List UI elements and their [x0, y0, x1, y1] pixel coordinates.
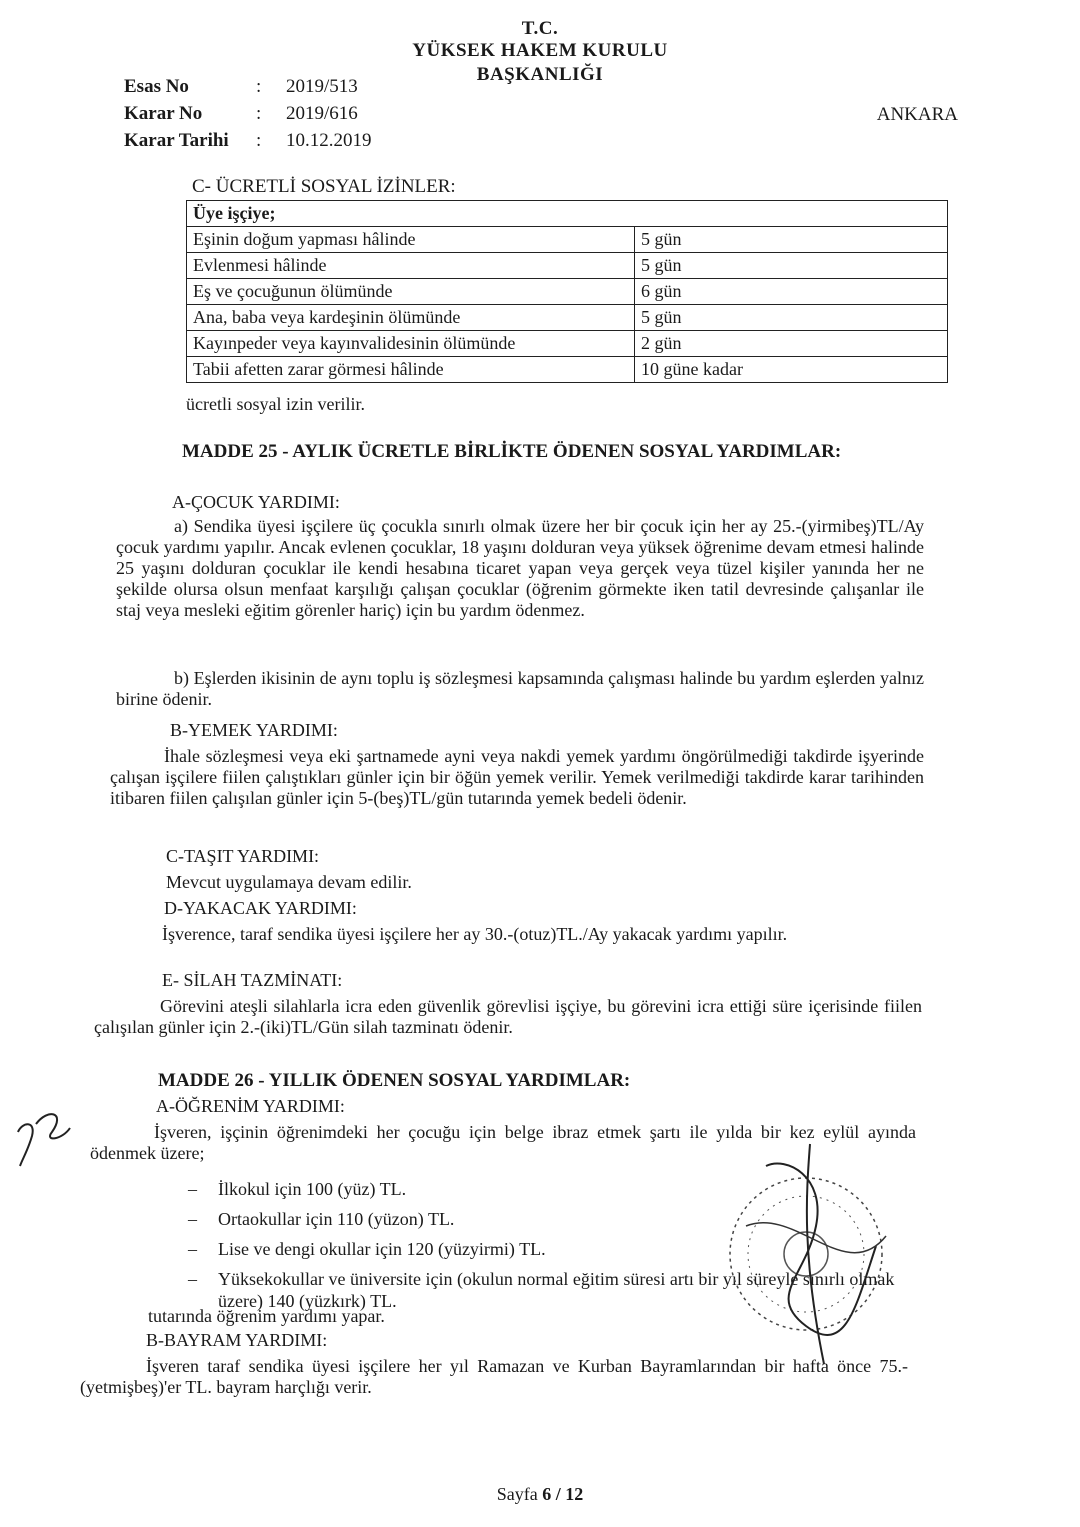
page-current: 6 — [542, 1484, 552, 1504]
leave-value: 10 güne kadar — [635, 357, 948, 383]
city: ANKARA — [876, 104, 958, 125]
meta-label: Karar Tarihi — [124, 130, 229, 151]
meta-value: 2019/616 — [286, 103, 358, 124]
dash: – — [188, 1209, 197, 1229]
leave-label: Tabii afetten zarar görmesi hâlinde — [187, 357, 635, 383]
header-office: BAŞKANLIĞI — [476, 64, 604, 85]
table-row — [187, 201, 948, 227]
table-row — [187, 331, 948, 357]
dash: – — [188, 1269, 197, 1289]
madde-25-title: MADDE 25 - AYLIK ÜCRETLE BİRLİKTE ÖDENEN SOSYAL YARDIMLAR: — [182, 441, 842, 462]
madde-26-title: MADDE 26 - YILLIK ÖDENEN SOSYAL YARDIMLAR: — [158, 1070, 631, 1091]
dash: – — [188, 1179, 197, 1199]
leave-value: 5 gün — [635, 305, 948, 331]
madde-25-b-text: İhale sözleşmesi veya eki şartnamede ayni veya nakdi yemek yardımı öngörülmediği takdirde işyerinde çalışan işçilere fiilen çalıştıkları günler için bir öğün yemek verilir. Yemek verilmediği takdirde karar tarihinden itibaren fiilen çalışılan günler için 5-(beş)TL/gün tutarında yemek bedeli ödenir. — [110, 746, 924, 808]
table-row — [187, 305, 948, 331]
handwritten-initial-icon — [12, 1102, 72, 1168]
header-tc: T.C. — [521, 18, 559, 39]
leave-value: 6 gün — [635, 279, 948, 305]
madde-26-a-end: tutarında öğrenim yardımı yapar. — [148, 1306, 385, 1326]
dash: – — [188, 1239, 197, 1259]
table-row — [187, 227, 948, 253]
meta-label: Karar No — [124, 103, 203, 124]
madde-25-c-title: C-TAŞIT YARDIMI: — [166, 846, 320, 866]
leave-label: Evlenmesi hâlinde — [187, 253, 635, 279]
meta-colon: : — [256, 103, 262, 124]
madde-25-e-title: E- SİLAH TAZMİNATI: — [162, 970, 343, 990]
meta-esas — [124, 76, 358, 98]
madde-25-a-a: a) Sendika üyesi işçilere üç çocukla sınırlı olmak üzere her bir çocuk için her ay 25.-(yirmibeş)TL/Ay çocuk yardımı yapılır. Ancak evlenen çocuklar, 18 yaşını dolduran veya yüksek öğrenime devam etmesi halinde 25 yaşını dolduran çocuklar ile kendi hesabına ticaret yapan veya gerçek veya tüzel kişiler yanında her ne şekilde olursa olsun menfaat karşılığı çalışan çocuklar (öğrenim görmekte iken tatil devresinde çalışanlar ile staj veya mesleki eğitim görenler hariç) için bu yardım ödenmez. — [116, 516, 924, 620]
madde-26-a-title: A-ÖĞRENİM YARDIMI: — [156, 1096, 345, 1116]
meta-label: Esas No — [124, 76, 189, 97]
madde-25-c-text: Mevcut uygulamaya devam edilir. — [166, 872, 412, 892]
table-row — [187, 279, 948, 305]
table-row — [187, 253, 948, 279]
madde-26-b-text: İşveren taraf sendika üyesi işçilere her yıl Ramazan ve Kurban Bayramlarından bir hafta önce 75.-(yetmişbeş)'er TL. bayram harçlığı verir. — [80, 1356, 908, 1397]
madde-25-d-text: İşverence, taraf sendika üyesi işçilere her ay 30.-(otuz)TL./Ay yakacak yardımı yapılır. — [162, 924, 788, 944]
madde-25-d-title: D-YAKACAK YARDIMI: — [164, 898, 357, 918]
madde-25-a-b: b) Eşlerden ikisinin de aynı toplu iş sözleşmesi kapsamında çalışması halinde bu yardım eşlerden yalnız birine ödenir. — [116, 668, 924, 709]
list-item-text: İlkokul için 100 (yüz) TL. — [218, 1179, 407, 1199]
meta-value: 10.12.2019 — [286, 130, 372, 151]
meta-value: 2019/513 — [286, 76, 358, 97]
leave-value: 2 gün — [635, 331, 948, 357]
leave-table — [186, 200, 948, 383]
madde-25-b-title: B-YEMEK YARDIMI: — [170, 720, 338, 740]
leave-label: Eşinin doğum yapması hâlinde — [187, 227, 635, 253]
meta-tarih — [124, 130, 372, 152]
leave-label: Kayınpeder veya kayınvalidesinin ölümünde — [187, 331, 635, 357]
madde-25-a-title: A-ÇOCUK YARDIMI: — [172, 492, 340, 512]
table-header: Üye işçiye; — [187, 201, 948, 227]
meta-colon: : — [256, 130, 262, 151]
leave-value: 5 gün — [635, 227, 948, 253]
madde-25-e-text: Görevini ateşli silahlarla icra eden güvenlik görevlisi işçiye, bu görevini icra ettiği süre içerisinde fiilen çalışılan günler için 2.-(iki)TL/Gün silah tazminatı ödenir. — [94, 996, 922, 1037]
section-c-footer: ücretli sosyal izin verilir. — [186, 394, 365, 414]
list-item-text: Lise ve dengi okullar için 120 (yüzyirmi) TL. — [218, 1239, 546, 1259]
header-institution: YÜKSEK HAKEM KURULU — [412, 40, 668, 61]
page-separator: / — [551, 1484, 566, 1504]
leave-value: 5 gün — [635, 253, 948, 279]
official-stamp-icon — [706, 1136, 906, 1366]
section-c-title: C- ÜCRETLİ SOSYAL İZİNLER: — [192, 176, 456, 197]
page-total: 12 — [565, 1484, 584, 1504]
table-row — [187, 357, 948, 383]
madde-26-a-intro: İşveren, işçinin öğrenimdeki her çocuğu için belge ibraz etmek şartı ile yılda bir kez eylül ayında ödenmek üzere; — [90, 1122, 916, 1163]
page-prefix: Sayfa — [496, 1484, 543, 1504]
list-item-text: Yüksekokullar ve üniversite için (okulun normal eğitim süresi artı bir yıl süreyle sınırlı olmak üzere) 140 (yüzkırk) TL. — [218, 1269, 895, 1311]
leave-label: Eş ve çocuğunun ölümünde — [187, 279, 635, 305]
leave-label: Ana, baba veya kardeşinin ölümünde — [187, 305, 635, 331]
list-item-text: Ortaokullar için 110 (yüzon) TL. — [218, 1209, 455, 1229]
madde-26-b-title: B-BAYRAM YARDIMI: — [146, 1330, 328, 1350]
meta-karar — [124, 103, 358, 125]
meta-colon: : — [256, 76, 262, 97]
page-number — [0, 1484, 1080, 1505]
